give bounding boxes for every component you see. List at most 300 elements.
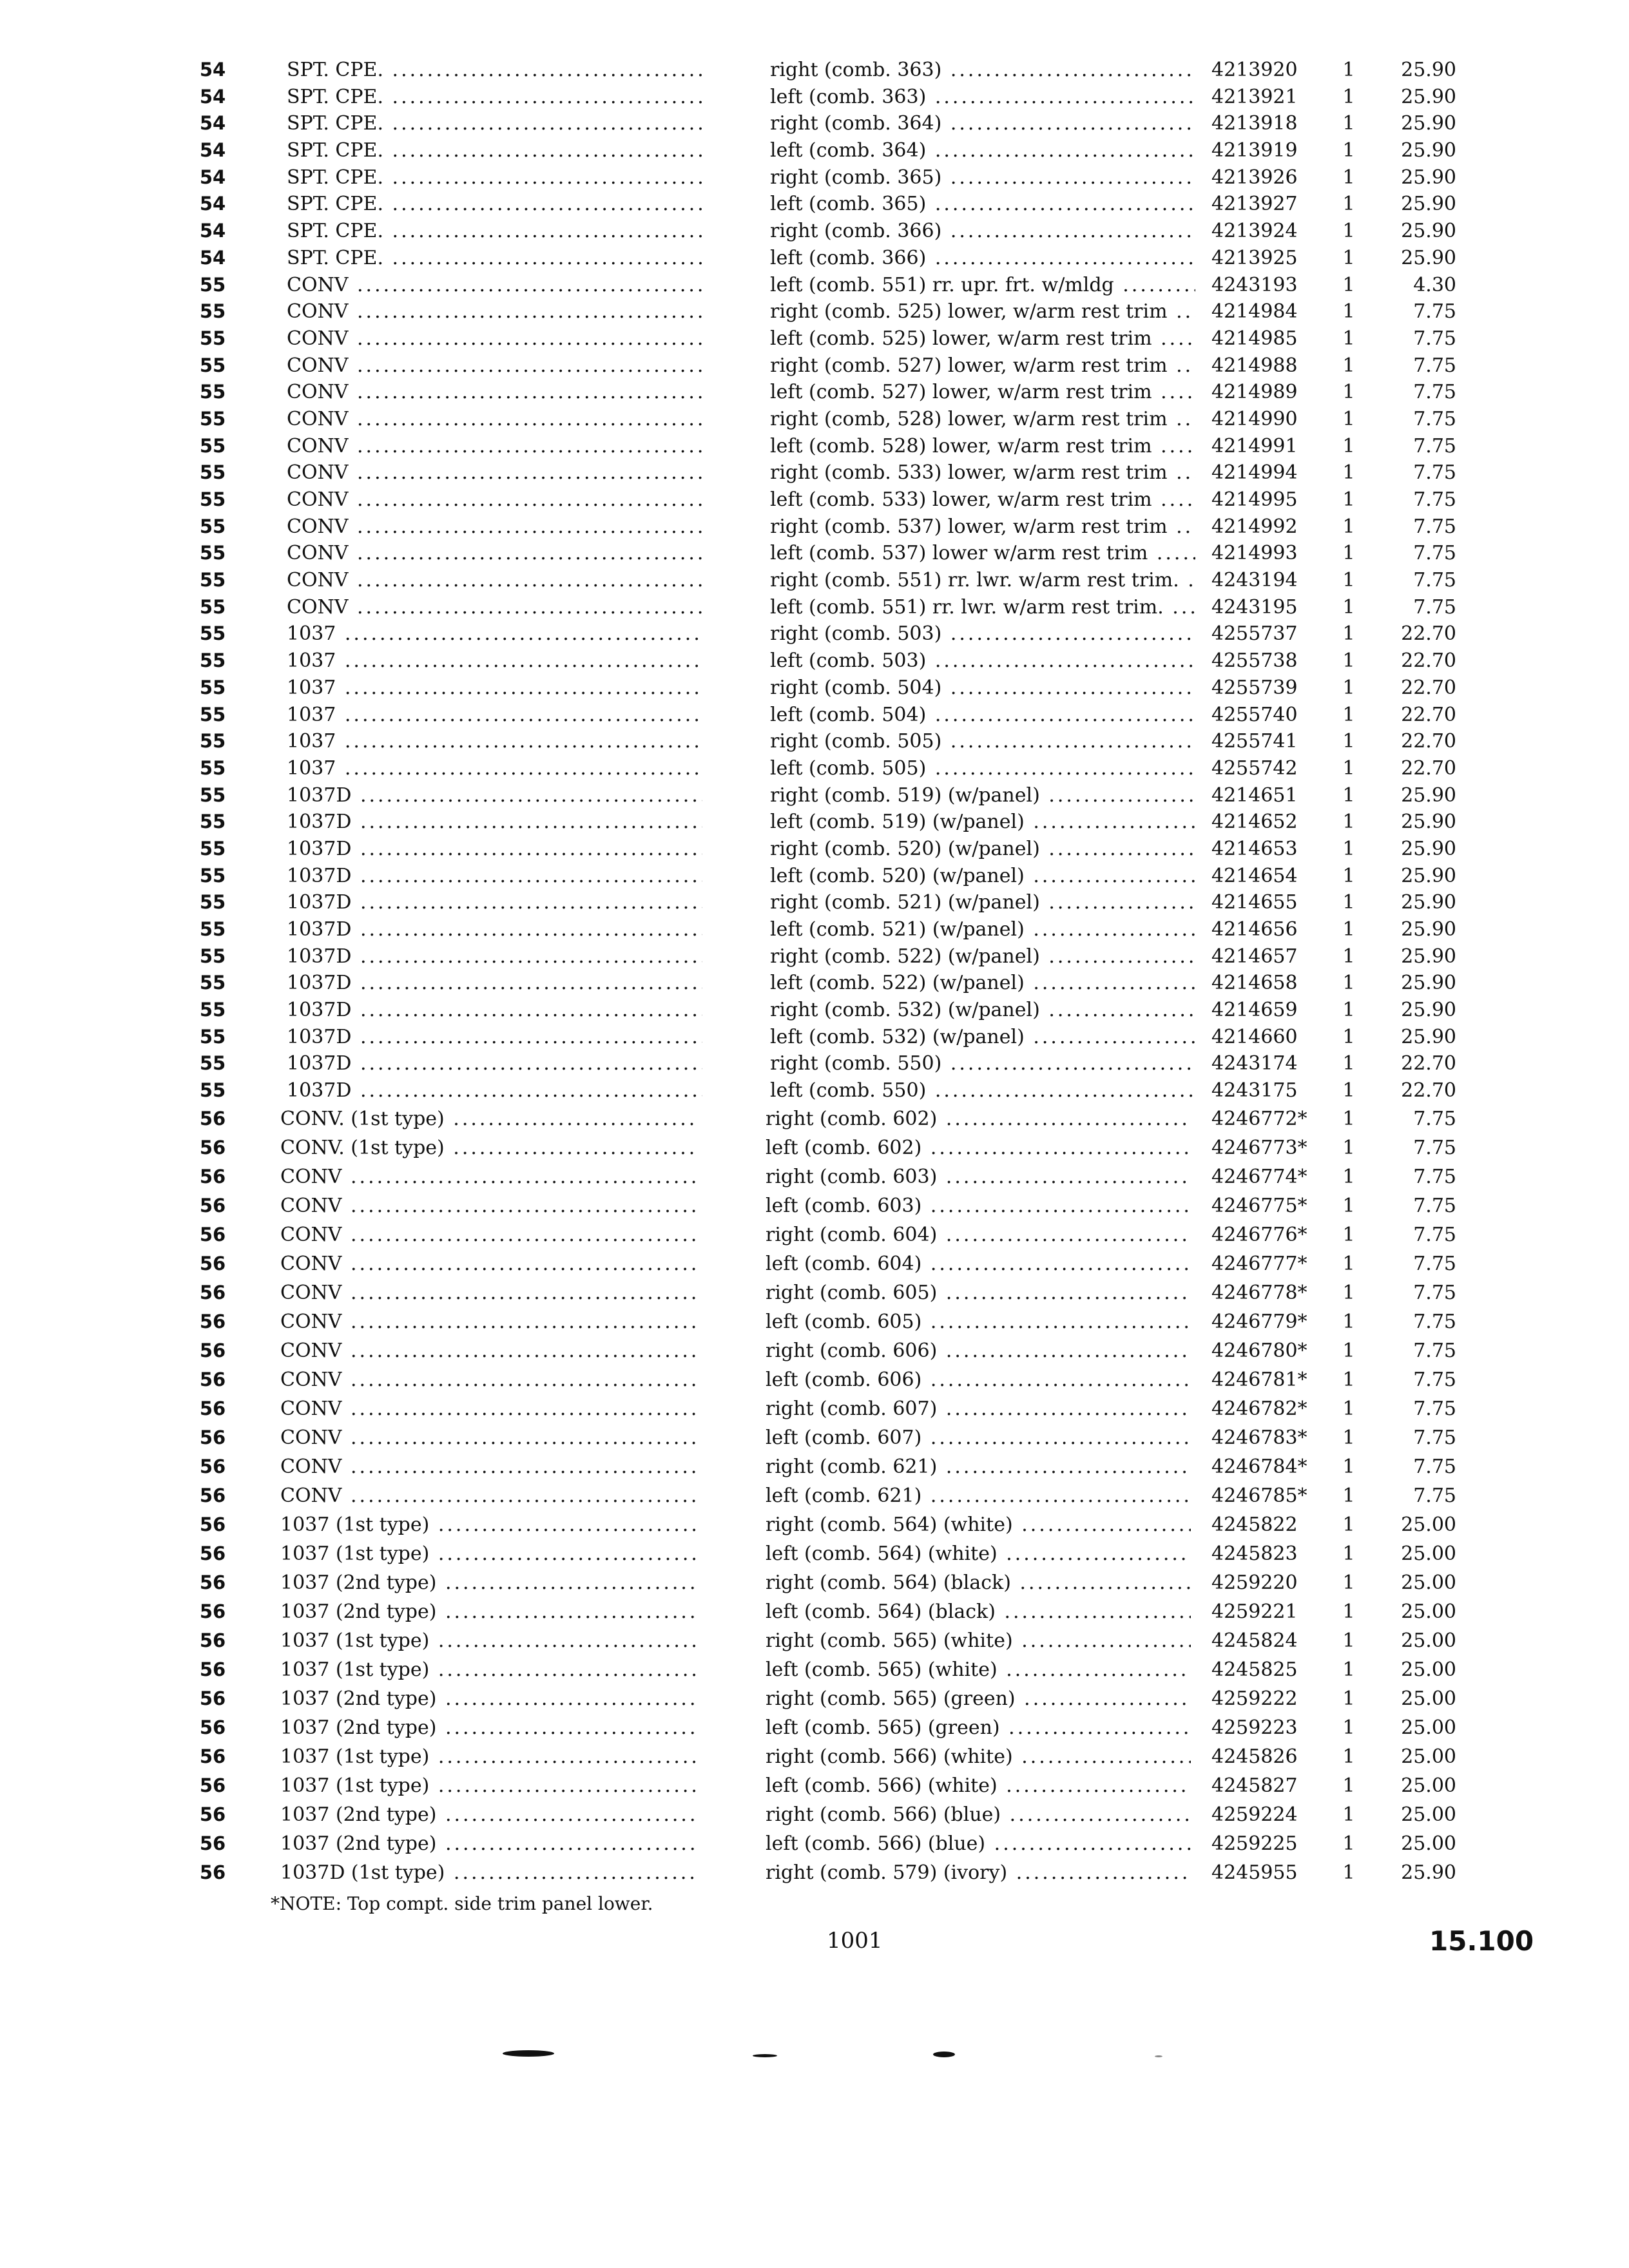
- model-cell-text: 1037D .....: [287, 865, 702, 887]
- part-number-cell: 4214985: [1211, 327, 1298, 350]
- model-cell-text: CONV .....: [287, 381, 702, 403]
- model-cell-text: CONV .....: [280, 1282, 699, 1304]
- description-cell: [766, 1336, 1191, 1365]
- year-cell: 55: [199, 488, 226, 510]
- table-row: [0, 1684, 1629, 1713]
- part-number-cell: 4246777*: [1211, 1252, 1307, 1275]
- model-cell: [280, 1742, 699, 1771]
- table-row: [0, 1050, 1629, 1077]
- model-cell-text: 1037 (1st type) .....: [280, 1774, 699, 1797]
- model-cell: [280, 1829, 699, 1858]
- quantity-cell: 1: [1342, 1513, 1355, 1536]
- description-cell-text: right (comb. 525) lower, w/arm rest trim .....: [770, 300, 1195, 323]
- model-cell-text: CONV .....: [287, 354, 702, 377]
- scan-smudge: [753, 2054, 777, 2057]
- quantity-cell: 1: [1342, 891, 1355, 914]
- table-row: [0, 970, 1629, 997]
- model-cell: [287, 110, 702, 137]
- quantity-cell: 1: [1342, 1223, 1355, 1246]
- description-cell: [770, 889, 1195, 916]
- part-number-cell: 4255741: [1211, 730, 1298, 753]
- price-cell: 7.75: [1413, 515, 1456, 538]
- table-row: [0, 1394, 1629, 1423]
- description-cell: [766, 1191, 1191, 1220]
- model-cell: [280, 1365, 699, 1394]
- table-row: [0, 406, 1629, 433]
- table-row: [0, 1104, 1629, 1133]
- description-cell-text: left (comb. 550) .....: [770, 1079, 1195, 1102]
- quantity-cell: 1: [1342, 703, 1355, 726]
- table-row: [0, 1307, 1629, 1336]
- year-cell: 56: [199, 1658, 226, 1680]
- year-cell: 55: [199, 273, 226, 296]
- year-cell: 54: [199, 246, 226, 269]
- description-cell-text: left (comb. 528) lower, w/arm rest trim .....: [770, 435, 1195, 457]
- part-number-cell: 4214656: [1211, 918, 1298, 941]
- model-cell: [287, 272, 702, 299]
- year-cell: 55: [199, 569, 226, 591]
- model-cell: [287, 298, 702, 325]
- part-number-cell: 4243174: [1211, 1052, 1298, 1075]
- model-cell: [287, 702, 702, 729]
- quantity-cell: 1: [1342, 1455, 1355, 1478]
- quantity-cell: 1: [1342, 999, 1355, 1022]
- part-number-cell: 4246781*: [1211, 1368, 1307, 1391]
- table-row: [0, 1249, 1629, 1278]
- description-cell: [766, 1133, 1191, 1162]
- part-number-cell: 4245823: [1211, 1542, 1298, 1565]
- year-cell: 54: [199, 139, 226, 162]
- part-number-cell: 4259220: [1211, 1571, 1298, 1594]
- model-cell: [287, 218, 702, 245]
- description-cell: [770, 325, 1195, 352]
- part-number-cell: 4259224: [1211, 1803, 1298, 1826]
- price-cell: 25.00: [1401, 1832, 1456, 1855]
- year-cell: 56: [199, 1687, 226, 1709]
- part-number-cell: 4246775*: [1211, 1194, 1307, 1217]
- price-cell: 7.75: [1413, 542, 1456, 565]
- description-cell-text: right (comb. 605) .....: [766, 1282, 1191, 1304]
- part-number-cell: 4214659: [1211, 999, 1298, 1022]
- model-cell-text: 1037D .....: [287, 918, 702, 941]
- year-cell: 54: [199, 85, 226, 108]
- year-cell: 55: [199, 783, 226, 806]
- price-cell: 7.75: [1413, 461, 1456, 485]
- price-cell: 7.75: [1413, 1281, 1456, 1304]
- description-cell: [770, 245, 1195, 272]
- year-cell: 55: [199, 1079, 226, 1102]
- table-row: [0, 916, 1629, 943]
- part-number-cell: 4246782*: [1211, 1397, 1307, 1420]
- table-row: [0, 594, 1629, 621]
- description-cell: [766, 1278, 1191, 1307]
- description-cell: [770, 540, 1195, 567]
- year-cell: 55: [199, 649, 226, 672]
- quantity-cell: 1: [1342, 918, 1355, 941]
- model-cell-text: CONV .....: [280, 1195, 699, 1217]
- model-cell-text: CONV .....: [280, 1398, 699, 1420]
- price-cell: 25.90: [1401, 891, 1456, 914]
- description-cell-text: left (comb. 520) (w/panel) .....: [770, 865, 1195, 887]
- table-row: [0, 1452, 1629, 1481]
- quantity-cell: 1: [1342, 1194, 1355, 1217]
- quantity-cell: 1: [1342, 569, 1355, 592]
- quantity-cell: 1: [1342, 193, 1355, 216]
- price-cell: 7.75: [1413, 1339, 1456, 1362]
- model-cell: [287, 675, 702, 702]
- model-cell: [287, 379, 702, 406]
- description-cell: [766, 1597, 1191, 1626]
- description-cell-text: left (comb. 504) .....: [770, 704, 1195, 726]
- description-cell: [766, 1104, 1191, 1133]
- description-cell: [770, 191, 1195, 218]
- quantity-cell: 1: [1342, 1397, 1355, 1420]
- model-cell: [287, 782, 702, 809]
- year-cell: 56: [199, 1774, 226, 1796]
- price-cell: 22.70: [1401, 1052, 1456, 1075]
- part-number-cell: 4214651: [1211, 783, 1298, 807]
- model-cell: [280, 1336, 699, 1365]
- quantity-cell: 1: [1342, 407, 1355, 430]
- year-cell: 56: [199, 1107, 226, 1129]
- quantity-cell: 1: [1342, 972, 1355, 995]
- price-cell: 25.90: [1401, 112, 1456, 135]
- model-cell: [280, 1684, 699, 1713]
- model-cell-text: SPT. CPE. .....: [287, 193, 702, 215]
- model-cell: [287, 809, 702, 836]
- year-cell: 55: [199, 918, 226, 940]
- model-cell-text: 1037 (2nd type) .....: [280, 1803, 699, 1826]
- price-cell: 7.75: [1413, 1310, 1456, 1333]
- quantity-cell: 1: [1342, 783, 1355, 807]
- year-cell: 55: [199, 354, 226, 376]
- description-cell-text: right (comb. 565) (white) .....: [766, 1629, 1191, 1652]
- description-cell: [766, 1626, 1191, 1655]
- model-cell-text: 1037 .....: [287, 649, 702, 672]
- model-cell: [287, 620, 702, 648]
- description-cell-text: right (comb. 607) .....: [766, 1398, 1191, 1420]
- price-cell: 22.70: [1401, 649, 1456, 673]
- part-number-cell: 4214993: [1211, 542, 1298, 565]
- model-cell: [287, 486, 702, 514]
- price-cell: 25.90: [1401, 945, 1456, 968]
- model-cell-text: CONV .....: [287, 327, 702, 350]
- part-number-cell: 4245826: [1211, 1745, 1298, 1768]
- model-cell-text: SPT. CPE. .....: [287, 86, 702, 108]
- table-row: [0, 1597, 1629, 1626]
- table-row: [0, 1336, 1629, 1365]
- year-cell: 56: [199, 1455, 226, 1477]
- quantity-cell: 1: [1342, 488, 1355, 511]
- description-cell-text: right (comb. 363) .....: [770, 59, 1195, 81]
- price-cell: 25.90: [1401, 918, 1456, 941]
- model-cell: [280, 1858, 699, 1887]
- year-cell: 55: [199, 622, 226, 645]
- model-cell: [280, 1568, 699, 1597]
- model-cell-text: 1037 .....: [287, 704, 702, 726]
- table-row: [0, 1568, 1629, 1597]
- description-cell: [766, 1220, 1191, 1249]
- model-cell-text: 1037D .....: [287, 1026, 702, 1048]
- description-cell-text: left (comb. 603) .....: [766, 1195, 1191, 1217]
- part-number-cell: 4214653: [1211, 837, 1298, 860]
- year-cell: 54: [199, 59, 226, 81]
- table-row: [0, 1626, 1629, 1655]
- price-cell: 25.90: [1401, 220, 1456, 243]
- quantity-cell: 1: [1342, 542, 1355, 565]
- description-cell: [766, 1423, 1191, 1452]
- model-cell: [287, 1024, 702, 1051]
- price-cell: 25.00: [1401, 1513, 1456, 1536]
- year-cell: 55: [199, 864, 226, 887]
- year-cell: 55: [199, 327, 226, 349]
- table-row: [0, 1162, 1629, 1191]
- price-cell: 7.75: [1413, 354, 1456, 377]
- price-cell: 25.00: [1401, 1571, 1456, 1594]
- description-cell-text: left (comb. 365) .....: [770, 193, 1195, 215]
- description-cell-text: right (comb. 566) (blue) .....: [766, 1803, 1191, 1826]
- model-cell: [287, 916, 702, 943]
- description-cell-text: right (comb. 564) (white) .....: [766, 1514, 1191, 1536]
- description-cell: [770, 298, 1195, 325]
- description-cell: [766, 1394, 1191, 1423]
- description-cell: [766, 1249, 1191, 1278]
- model-cell: [280, 1481, 699, 1510]
- quantity-cell: 1: [1342, 354, 1355, 377]
- quantity-cell: 1: [1342, 515, 1355, 538]
- scan-smudge: [503, 2050, 554, 2057]
- description-cell: [766, 1742, 1191, 1771]
- model-cell: [287, 997, 702, 1024]
- model-cell-text: 1037D .....: [287, 972, 702, 994]
- description-cell: [770, 755, 1195, 782]
- quantity-cell: 1: [1342, 1281, 1355, 1304]
- parts-listing: [0, 57, 1629, 1887]
- description-cell: [770, 567, 1195, 594]
- description-cell-text: right (comb. 527) lower, w/arm rest trim .....: [770, 354, 1195, 377]
- quantity-cell: 1: [1342, 945, 1355, 968]
- table-row: [0, 379, 1629, 406]
- scan-smudge: [933, 2052, 955, 2057]
- table-row: [0, 1220, 1629, 1249]
- part-number-cell: 4214990: [1211, 407, 1298, 430]
- table-row: [0, 1655, 1629, 1684]
- table-row: [0, 1742, 1629, 1771]
- model-cell-text: SPT. CPE. .....: [287, 220, 702, 242]
- quantity-cell: 1: [1342, 139, 1355, 162]
- price-cell: 22.70: [1401, 756, 1456, 780]
- price-cell: 7.75: [1413, 1397, 1456, 1420]
- part-number-cell: 4214984: [1211, 300, 1298, 323]
- year-cell: 56: [199, 1803, 226, 1825]
- table-row: [0, 84, 1629, 111]
- price-cell: 7.75: [1413, 1484, 1456, 1507]
- quantity-cell: 1: [1342, 1745, 1355, 1768]
- description-cell: [766, 1162, 1191, 1191]
- description-cell: [770, 218, 1195, 245]
- model-cell-text: CONV .....: [287, 435, 702, 457]
- model-cell-text: CONV .....: [287, 596, 702, 619]
- quantity-cell: 1: [1342, 166, 1355, 189]
- description-cell-text: right (comb. 537) lower, w/arm rest trim .....: [770, 515, 1195, 538]
- quantity-cell: 1: [1342, 1716, 1355, 1739]
- price-cell: 25.90: [1401, 999, 1456, 1022]
- table-row: [0, 702, 1629, 729]
- part-number-cell: 4213927: [1211, 193, 1298, 216]
- description-cell-text: right (comb. 565) (green) .....: [766, 1687, 1191, 1710]
- model-cell: [280, 1626, 699, 1655]
- price-cell: 7.75: [1413, 407, 1456, 430]
- table-row: [0, 1510, 1629, 1539]
- description-cell-text: left (comb. 621) .....: [766, 1485, 1191, 1507]
- price-cell: 25.90: [1401, 864, 1456, 887]
- table-row: [0, 57, 1629, 84]
- quantity-cell: 1: [1342, 1658, 1355, 1681]
- model-cell-text: 1037 (1st type) .....: [280, 1745, 699, 1768]
- description-cell-text: right (comb. 602) .....: [766, 1108, 1191, 1130]
- description-cell: [770, 137, 1195, 164]
- price-cell: 7.75: [1413, 1107, 1456, 1130]
- part-number-cell: 4246785*: [1211, 1484, 1307, 1507]
- year-cell: 56: [199, 1571, 226, 1593]
- model-cell: [287, 459, 702, 486]
- part-number-cell: 4214658: [1211, 972, 1298, 995]
- description-cell: [770, 272, 1195, 299]
- year-cell: 56: [199, 1484, 226, 1506]
- table-row: [0, 540, 1629, 567]
- description-cell: [770, 620, 1195, 648]
- description-cell-text: left (comb. 565) (white) .....: [766, 1658, 1191, 1681]
- model-cell: [287, 514, 702, 541]
- description-cell-text: left (comb. 537) lower w/arm rest trim .....: [770, 542, 1195, 564]
- description-cell: [766, 1771, 1191, 1800]
- model-cell-text: CONV .....: [287, 408, 702, 430]
- description-cell: [770, 1024, 1195, 1051]
- model-cell-text: 1037D .....: [287, 811, 702, 833]
- description-cell-text: left (comb. 525) lower, w/arm rest trim .....: [770, 327, 1195, 350]
- quantity-cell: 1: [1342, 1252, 1355, 1275]
- model-cell: [287, 57, 702, 84]
- model-cell: [280, 1771, 699, 1800]
- quantity-cell: 1: [1342, 220, 1355, 243]
- model-cell: [287, 406, 702, 433]
- year-cell: 56: [199, 1397, 226, 1419]
- year-cell: 55: [199, 999, 226, 1021]
- description-cell: [770, 110, 1195, 137]
- part-number-cell: 4246779*: [1211, 1310, 1307, 1333]
- price-cell: 25.00: [1401, 1687, 1456, 1710]
- price-cell: 25.90: [1401, 783, 1456, 807]
- price-cell: 4.30: [1413, 273, 1456, 296]
- model-cell: [287, 352, 702, 380]
- price-cell: 7.75: [1413, 1136, 1456, 1159]
- price-cell: 25.90: [1401, 193, 1456, 216]
- table-row: [0, 755, 1629, 782]
- part-number-cell: 4214988: [1211, 354, 1298, 377]
- table-row: [0, 1133, 1629, 1162]
- price-cell: 25.00: [1401, 1745, 1456, 1768]
- year-cell: 55: [199, 837, 226, 860]
- description-cell-text: left (comb. 521) (w/panel) .....: [770, 918, 1195, 941]
- quantity-cell: 1: [1342, 622, 1355, 646]
- year-cell: 54: [199, 112, 226, 135]
- quantity-cell: 1: [1342, 1571, 1355, 1594]
- description-cell-text: left (comb. 363) .....: [770, 86, 1195, 108]
- model-cell: [287, 755, 702, 782]
- price-cell: 7.75: [1413, 1194, 1456, 1217]
- model-cell: [280, 1133, 699, 1162]
- model-cell: [280, 1655, 699, 1684]
- quantity-cell: 1: [1342, 595, 1355, 619]
- model-cell: [280, 1597, 699, 1626]
- year-cell: 55: [199, 945, 226, 967]
- model-cell: [287, 943, 702, 970]
- description-cell-text: left (comb. 606) .....: [766, 1369, 1191, 1391]
- year-cell: 56: [199, 1716, 226, 1738]
- year-cell: 55: [199, 703, 226, 726]
- year-cell: 55: [199, 676, 226, 698]
- model-cell: [287, 84, 702, 111]
- model-cell-text: CONV .....: [287, 515, 702, 538]
- quantity-cell: 1: [1342, 1310, 1355, 1333]
- model-cell-text: 1037 .....: [287, 622, 702, 645]
- description-cell-text: right (comb. 522) (w/panel) .....: [770, 945, 1195, 968]
- table-row: [0, 514, 1629, 541]
- quantity-cell: 1: [1342, 1079, 1355, 1102]
- scan-smudge: [1155, 2055, 1162, 2057]
- price-cell: 7.75: [1413, 1426, 1456, 1449]
- quantity-cell: 1: [1342, 434, 1355, 457]
- part-number-cell: 4214652: [1211, 811, 1298, 834]
- model-cell-text: SPT. CPE. .....: [287, 139, 702, 162]
- model-cell-text: 1037 (2nd type) .....: [280, 1687, 699, 1710]
- table-row: [0, 1771, 1629, 1800]
- table-row: [0, 997, 1629, 1024]
- table-row: [0, 1365, 1629, 1394]
- table-row: [0, 1191, 1629, 1220]
- price-cell: 7.75: [1413, 595, 1456, 619]
- part-number-cell: 4259225: [1211, 1832, 1298, 1855]
- part-number-cell: 4213925: [1211, 246, 1298, 269]
- quantity-cell: 1: [1342, 1339, 1355, 1362]
- description-cell: [766, 1829, 1191, 1858]
- quantity-cell: 1: [1342, 1629, 1355, 1652]
- part-number-cell: 4214989: [1211, 381, 1298, 404]
- table-row: [0, 191, 1629, 218]
- part-number-cell: 4246784*: [1211, 1455, 1307, 1478]
- description-cell: [770, 352, 1195, 380]
- model-cell: [280, 1278, 699, 1307]
- quantity-cell: 1: [1342, 1426, 1355, 1449]
- table-row: [0, 728, 1629, 755]
- model-cell-text: CONV. (1st type) .....: [280, 1108, 699, 1130]
- year-cell: 56: [199, 1368, 226, 1390]
- table-row: [0, 1024, 1629, 1051]
- price-cell: 25.90: [1401, 85, 1456, 108]
- part-number-cell: 4245824: [1211, 1629, 1298, 1652]
- table-row: [0, 836, 1629, 863]
- model-cell: [280, 1452, 699, 1481]
- price-cell: 25.90: [1401, 246, 1456, 269]
- model-cell: [280, 1249, 699, 1278]
- description-cell-text: left (comb. 566) (blue) .....: [766, 1832, 1191, 1855]
- model-cell: [280, 1394, 699, 1423]
- table-row: [0, 1858, 1629, 1887]
- quantity-cell: 1: [1342, 1025, 1355, 1048]
- model-cell-text: 1037D (1st type) .....: [280, 1861, 699, 1884]
- table-row: [0, 433, 1629, 460]
- model-cell: [287, 728, 702, 755]
